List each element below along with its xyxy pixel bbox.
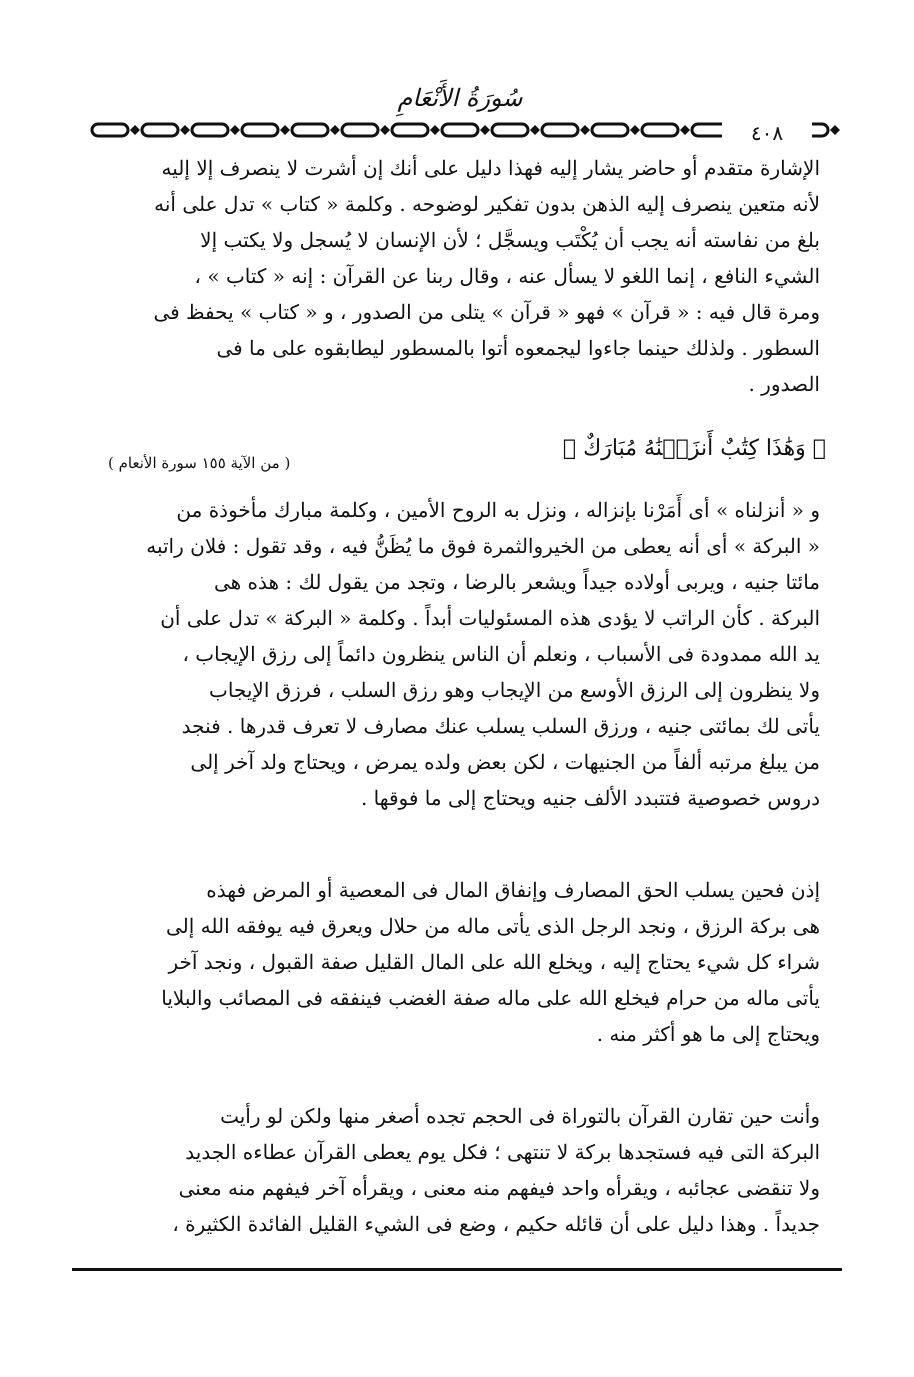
text-line: ومرة قال فيه : « قرآن » فهو « قرآن » يتلى من الصدور ، و « كتاب » يحفظ فى	[153, 300, 820, 324]
text-line: مائتا جنيه ، ويربى أولاده جيداً ويشعر بالرضا ، وتجد من يقول لك : هذه هى	[213, 570, 820, 594]
surah-title: سُورَةُ الأَنْعَامِ	[397, 84, 523, 112]
chain-diamond	[480, 125, 490, 135]
chain-link	[192, 124, 228, 136]
chain-link	[592, 124, 628, 136]
chain-link	[142, 124, 178, 136]
chain-diamond	[180, 125, 190, 135]
text-line: الشيء النافع ، إنما اللغو لا يسأل عنه ، وقال ربنا عن القرآن : إنه « كتاب » ،	[194, 264, 820, 288]
chain-link	[442, 124, 478, 136]
text-line: ويحتاج إلى ما هو أكثر منه .	[596, 1022, 820, 1046]
text-line: وأنت حين تقارن القرآن بالتوراة فى الحجم تجده أصغر منها ولكن لو رأيت	[220, 1104, 820, 1128]
chain-link	[292, 124, 328, 136]
chain-diamond	[430, 125, 440, 135]
text-line: هى بركة الرزق ، ونجد الرجل الذى يأتى ماله من حلال ويعرق فيه يوفقه الله إلى	[165, 914, 820, 938]
chain-link	[392, 124, 428, 136]
chain-link	[92, 124, 128, 136]
chain-diamond	[680, 125, 690, 135]
chain-link	[242, 124, 278, 136]
text-line: الصدور .	[748, 372, 820, 396]
text-line: بلغ من نفاسته أنه يجب أن يُكْتَب ويسجَّل ؛ لأن الإنسان لا يُسجل ولا يكتب إلا	[200, 228, 820, 252]
chain-diamond	[380, 125, 390, 135]
text-line: شراء كل شيء يحتاج إليه ، ويخلع الله على المال القليل صفة القبول ، ونجد آخر	[168, 950, 820, 974]
text-line: ولا تنقضى عجائبه ، ويقرأه واحد فيفهم منه معنى ، ويقرأه آخر فيفهم منه معنى	[178, 1176, 820, 1200]
text-line: من يبلغ مرتبه ألفاً من الجنيهات ، لكن بعض ولده يمرض ، ويحتاج ولد آخر إلى	[190, 750, 820, 774]
chain-diamond	[130, 125, 140, 135]
text-line: البركة . كأن الراتب لا يؤدى هذه المسئوليات أبداً . وكلمة « البركة » تدل على أن	[160, 606, 820, 630]
chain-link	[542, 124, 578, 136]
text-line: لأنه متعين ينصرف إليه الذهن بدون تفكير لوضوحه . وكلمة « كتاب » تدل على أنه	[154, 192, 820, 216]
text-line: يأتى ماله من حرام فيخلع الله على ماله صفة الغضب فينفقه فى المصائب والبلايا	[161, 986, 820, 1010]
chain-link	[492, 124, 528, 136]
chain-diamond	[580, 125, 590, 135]
text-line: دروس خصوصية فتتبدد الألف جنيه ويحتاج إلى ما فوقها .	[360, 786, 820, 810]
text-line: البركة التى فيه فستجدها بركة لا تنتهى ؛ فكل يوم يعطى القرآن عطاءه الجديد	[185, 1140, 820, 1164]
chain-diamond	[230, 125, 240, 135]
paragraph-1	[90, 150, 820, 402]
chain-diamond	[630, 125, 640, 135]
chain-link	[342, 124, 378, 136]
text-line: إذن فحين يسلب الحق المصارف وإنفاق المال فى المعصية أو المرض فهذه	[206, 878, 820, 902]
chain-diamond	[530, 125, 540, 135]
quran-verse: ﴿ وَهَٰذَا كِتَٰبٌ أَنزَلۡنَٰهُ مُبَارَكٌ ﴾	[562, 436, 826, 461]
verse-reference: ( من الآية ١٥٥ سورة الأنعام )	[108, 454, 291, 472]
text-line: و « أنزلناه » أى أَمَرْنا بإنزاله ، ونزل به الروح الأمين ، وكلمة مبارك مأخوذة من	[176, 498, 820, 522]
text-line: يد الله ممدودة فى الأسباب ، ونعلم أن الناس ينظرون دائماً إلى رزق الإيجاب ،	[182, 642, 820, 666]
text-line: الإشارة متقدم أو حاضر يشار إليه فهذا دليل على أنك إن أشرت لا ينصرف إلا إليه	[161, 156, 820, 180]
page-number: ٤٠٨	[722, 122, 812, 144]
text-line: يأتى لك بمائتى جنيه ، ورزق السلب يسلب عنك مصارف لا تعرف قدرها . فنجد	[181, 714, 820, 738]
paragraph-3	[90, 872, 820, 1052]
chain-diamond	[330, 125, 340, 135]
chain-diamond	[830, 125, 840, 135]
paragraph-2	[90, 492, 820, 816]
bottom-rule-divider	[72, 1268, 842, 1271]
chain-link	[642, 124, 678, 136]
text-line: السطور . ولذلك حينما جاءوا ليجمعوه أتوا بالمسطور ليطابقوه على ما فى	[216, 336, 820, 360]
text-line: ولا ينظرون إلى الرزق الأوسع من الإيجاب وهو رزق السلب ، فرزق الإيجاب	[209, 678, 820, 702]
chain-diamond	[280, 125, 290, 135]
text-line: جديداً . وهذا دليل على أن قائله حكيم ، وضع فى الشيء القليل الفائدة الكثيرة ،	[172, 1212, 820, 1236]
text-line: « البركة » أى أنه يعطى من الخيروالثمرة فوق ما يُظَنُّ فيه ، وقد تقول : فلان راتبه	[146, 534, 820, 558]
paragraph-4	[90, 1098, 820, 1242]
